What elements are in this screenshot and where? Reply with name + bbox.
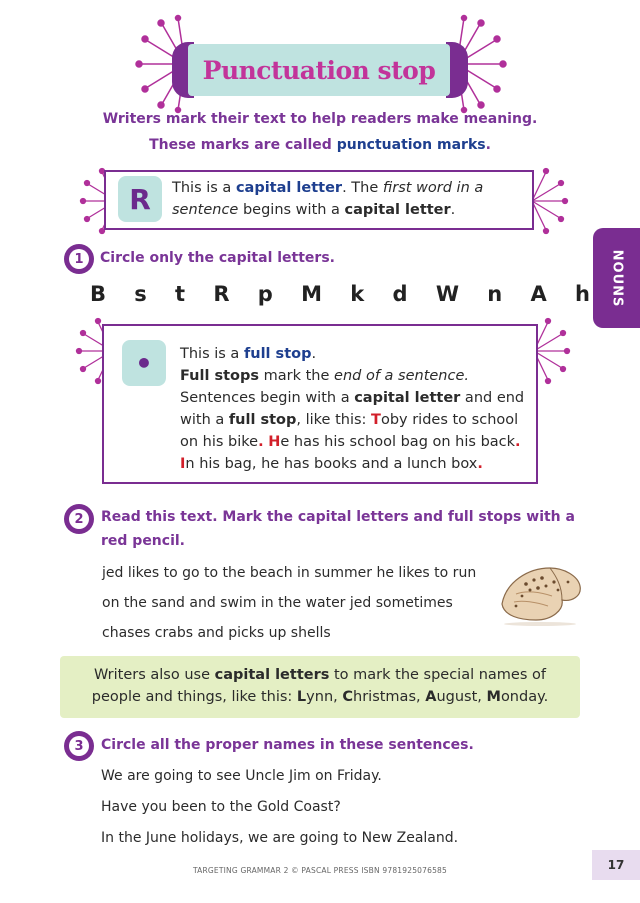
capital-letter-rule-text (172, 177, 522, 221)
fs-l3c: and end (460, 390, 525, 406)
intro-line-1: Writers mark their text to help readers make meaning. (102, 111, 538, 127)
letter-item[interactable]: s (134, 282, 147, 306)
question-2-number (64, 504, 94, 534)
pn-l2i: onday. (500, 689, 549, 705)
cap-rule-t5: begins with a (238, 202, 345, 218)
letter-item[interactable]: d (392, 282, 408, 306)
question-1-text: Circle only the capital letters. (100, 250, 335, 266)
fullstop-line-4 (180, 409, 532, 431)
cap-rule-t2: capital letter (235, 180, 343, 196)
letter-item[interactable]: p (257, 282, 273, 306)
question-1-number-label: 1 (69, 249, 89, 269)
fs-l6a: I (180, 456, 186, 472)
sentence-line[interactable]: In the June holidays, we are going to New Zealand. (101, 830, 459, 846)
fs-l4e: oby rides to school (380, 412, 519, 428)
full-stop-rule-text (180, 343, 532, 475)
question-3-number (64, 731, 94, 761)
passage-line[interactable]: jed likes to go to the beach in summer he likes to run (102, 565, 477, 581)
sentence-line[interactable]: Have you been to the Gold Coast? (101, 799, 341, 815)
intro-line-2-pre: These marks are called (149, 137, 337, 153)
letter-item[interactable]: R (213, 282, 230, 306)
fullstop-flourish-right (532, 316, 572, 386)
pn-l2c: ynn, (306, 689, 343, 705)
fs-l6b: n his bag, he has books and a lunch box (185, 456, 478, 472)
question-3-text: Circle all the proper names in these sentences. (101, 737, 474, 753)
fullstop-line-1 (180, 343, 532, 365)
question-2-text (101, 505, 581, 553)
fs-l5d: H (268, 434, 281, 450)
seashell-icon (496, 558, 584, 626)
question-3-number-label: 3 (69, 736, 89, 756)
intro-highlight: punctuation marks (336, 137, 486, 153)
pn-l2a: people and things, like this: (91, 689, 297, 705)
title-banner (188, 44, 450, 96)
fs-l6c: . (477, 456, 483, 472)
fullstop-line-6 (180, 453, 532, 475)
intro-line-2 (0, 132, 640, 158)
pn-l1a: Writers also use (93, 667, 215, 683)
letter-item[interactable]: h (575, 282, 590, 306)
fs-l5a: on his bike (180, 434, 259, 450)
passage-line[interactable]: chases crabs and picks up shells (102, 625, 331, 641)
section-tab-label: NOUNS (609, 249, 625, 307)
letter-item[interactable]: k (350, 282, 365, 306)
letter-item[interactable]: A (530, 282, 547, 306)
footer-text: TARGETING GRAMMAR 2 © PASCAL PRESS ISBN 9781925076585 (192, 866, 448, 875)
page-number: 17 (592, 850, 640, 880)
fs-l4d: T (371, 412, 381, 428)
question-2-number-label: 2 (69, 509, 89, 529)
passage-line[interactable]: on the sand and swim in the water jed sometimes (102, 595, 453, 611)
fs-l5e: e has his school bag on his back (280, 434, 516, 450)
page-title: Punctuation stop (202, 55, 436, 85)
rule-flourish-right (530, 166, 570, 236)
cap-rule-t4: first word in a sentence (172, 180, 484, 218)
pn-l1c: to mark the special names of (329, 667, 546, 683)
full-stop-badge: • (122, 340, 166, 386)
fs-l2c: end of a sentence. (334, 368, 469, 384)
fullstop-line-3 (180, 387, 532, 409)
cap-rule-t6: capital letter (344, 202, 451, 218)
cap-rule-t7: . (450, 202, 456, 218)
letter-item[interactable]: n (487, 282, 503, 306)
pn-l1b: capital letters (214, 667, 330, 683)
cap-rule-t3: . The (342, 180, 383, 196)
question-2-text-line-2: red pencil. (101, 533, 185, 549)
fs-l3a: Sentences begin with a (180, 390, 355, 406)
intro-line-2-post: . (485, 137, 491, 153)
fs-l5f: . (515, 434, 521, 450)
fs-l2b: mark the (259, 368, 335, 384)
proper-names-box (60, 656, 580, 718)
fs-l3b: capital letter (354, 390, 461, 406)
question-2-text-line-1: Read this text. Mark the capital letters and full stops with a (101, 509, 575, 525)
fs-l1b: full stop (243, 346, 312, 362)
sentence-line[interactable]: We are going to see Uncle Jim on Friday. (101, 768, 382, 784)
capital-letter-badge: R (118, 176, 162, 222)
fs-l4b: full stop (228, 412, 297, 428)
fs-l5b: . (258, 434, 264, 450)
letter-row (90, 282, 590, 306)
pn-l2g: ugust, (436, 689, 487, 705)
proper-names-line-2 (60, 686, 580, 708)
pn-l2f: A (425, 689, 437, 705)
letter-item[interactable]: B (90, 282, 107, 306)
pn-l2b: L (296, 689, 307, 705)
pn-l2d: C (342, 689, 354, 705)
pn-l2e: hristmas, (353, 689, 426, 705)
fs-l1a: This is a (180, 346, 244, 362)
fullstop-line-5 (180, 431, 532, 453)
proper-names-line-1 (60, 664, 580, 686)
letter-item[interactable]: M (301, 282, 323, 306)
section-tab-nouns[interactable] (593, 228, 640, 328)
cap-rule-t1: This is a (172, 180, 236, 196)
intro-text (0, 106, 640, 158)
letter-item[interactable]: W (435, 282, 459, 306)
fs-l2a: Full stops (180, 368, 260, 384)
letter-item[interactable]: t (175, 282, 186, 306)
pn-l2h: M (486, 689, 501, 705)
fs-l1c: . (311, 346, 317, 362)
fs-l4c: , like this: (296, 412, 372, 428)
fs-l4a: with a (180, 412, 229, 428)
fullstop-line-2 (180, 365, 532, 387)
question-1-number (64, 244, 94, 274)
